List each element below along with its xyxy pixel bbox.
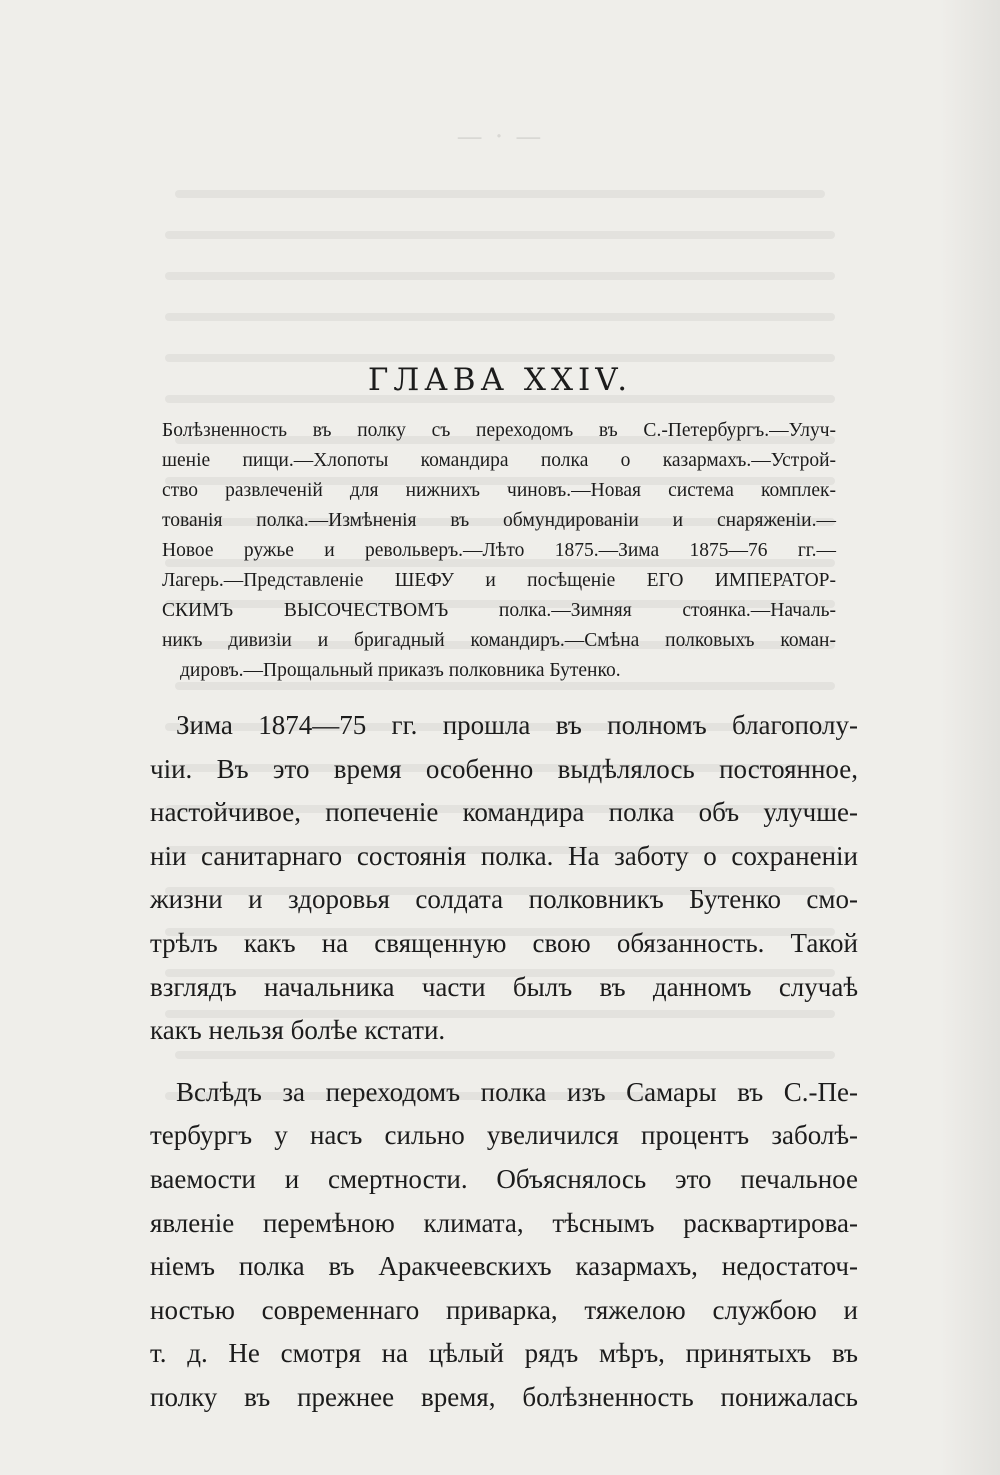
page-edge-shadow: [940, 0, 1000, 1475]
chapter-summary: [162, 416, 836, 686]
summary-line: Новое ружье и револьверъ.—Лѣто 1875.—Зима 1875—76 гг.—: [162, 540, 836, 561]
body-text: [150, 704, 858, 1420]
bleed-through-page-number: — · —: [456, 122, 544, 152]
body-line: ваемости и смертности. Объяснялось это печальное: [150, 1163, 858, 1194]
summary-line: Лагерь.—Представленіе ШЕФУ и посѣщеніе ЕГО ИМПЕРАТОР-: [162, 570, 836, 591]
summary-line: никъ дивизіи и бригадный командиръ.—Смѣна полковыхъ коман-: [162, 630, 836, 651]
summary-line: ство развлеченій для нижнихъ чиновъ.—Новая система комплек-: [162, 480, 836, 501]
body-line: ностью современнаго приварка, тяжелою службою и: [150, 1294, 858, 1325]
body-line: трѣлъ какъ на священную свою обязанность. Такой: [150, 927, 858, 958]
chapter-title: ГЛАВА XXIV.: [367, 362, 633, 398]
summary-line: шеніе пищи.—Хлопоты командира полка о казармахъ.—Устрой-: [162, 450, 836, 471]
body-line: Вслѣдъ за переходомъ полка изъ Самары въ С.-Пе-: [176, 1076, 858, 1107]
body-line: жизни и здоровья солдата полковникъ Бутенко смо-: [150, 884, 858, 915]
body-line: т. д. Не смотря на цѣлый рядъ мѣръ, принятыхъ въ: [150, 1338, 858, 1369]
paragraph-2: [150, 1071, 858, 1420]
body-line: какъ нельзя болѣе кстати.: [150, 1015, 446, 1046]
summary-line: СКИМЪ ВЫСОЧЕСТВОМЪ полка.—Зимняя стоянка.—Началь-: [162, 600, 836, 621]
body-line: ніемъ полка въ Аракчеевскихъ казармахъ, недостаточ-: [150, 1251, 858, 1282]
body-line: ніи санитарнаго состоянія полка. На заботу о сохраненіи: [150, 840, 858, 871]
body-line: чіи. Въ это время особенно выдѣлялось постоянное,: [150, 753, 858, 784]
body-line: полку въ прежнее время, болѣзненность понижалась: [150, 1381, 858, 1412]
paragraph-1: [150, 704, 858, 1053]
summary-line: дировъ.—Прощальный приказъ полковника Бутенко.: [180, 660, 621, 681]
body-line: явленіе перемѣною климата, тѣснымъ расквартирова-: [150, 1207, 858, 1238]
summary-line: Болѣзненность въ полку съ переходомъ въ С.-Петербургъ.—Улуч-: [162, 420, 836, 441]
summary-line: тованія полка.—Измѣненія въ обмундированіи и снаряженіи.—: [162, 510, 836, 531]
body-line: настойчивое, попеченіе командира полка объ улучше-: [150, 797, 858, 828]
body-line: тербургъ у насъ сильно увеличился процентъ заболѣ-: [150, 1120, 858, 1151]
body-line: Зима 1874—75 гг. прошла въ полномъ благополу-: [176, 710, 858, 740]
body-line: взглядъ начальника части былъ въ данномъ случаѣ: [150, 971, 858, 1002]
